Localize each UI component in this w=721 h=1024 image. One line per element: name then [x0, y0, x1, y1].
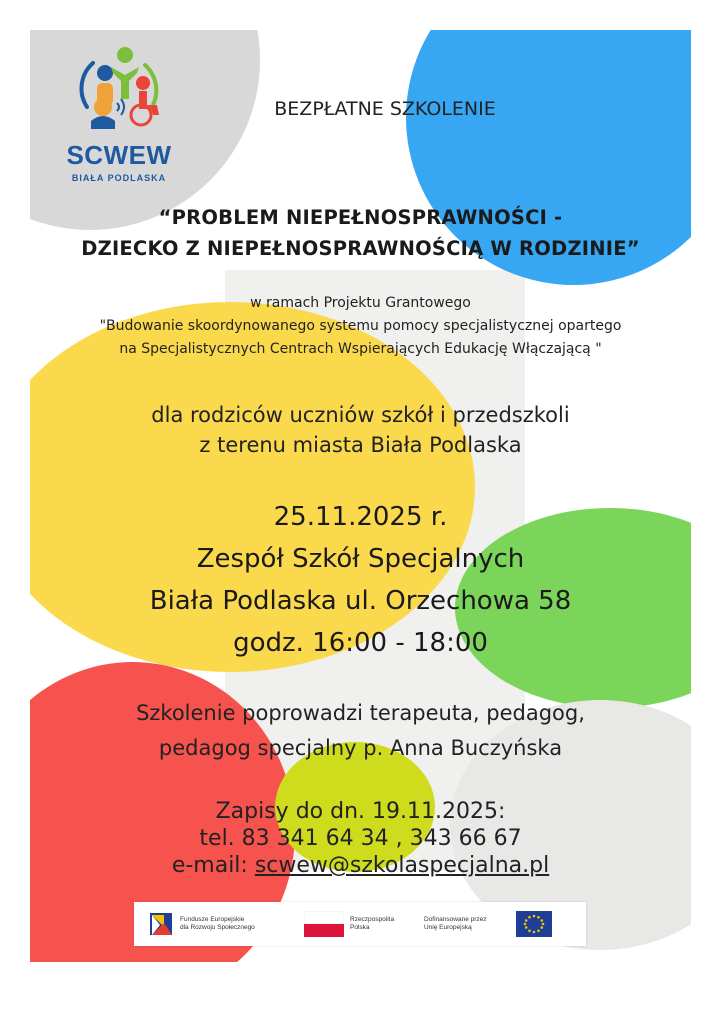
audience-line-2: z terenu miasta Biała Podlaska — [199, 433, 522, 457]
audience-line-1: dla rodziców uczniów szkół i przedszkoli — [151, 403, 570, 427]
event-address: Biała Podlaska ul. Orzechowa 58 — [149, 586, 572, 616]
european-funds-icon — [148, 909, 174, 939]
signup-info — [30, 798, 691, 879]
logo-subtitle: BIAŁA PODLASKA — [71, 173, 167, 183]
trainer-line-1: Szkolenie poprowadzi terapeuta, pedagog, — [136, 701, 585, 725]
project-info — [30, 292, 691, 361]
fe-label — [180, 916, 255, 932]
poster — [30, 30, 691, 962]
people-icon — [73, 45, 165, 135]
eu-logo — [424, 902, 584, 946]
event-date: 25.11.2025 r. — [273, 502, 448, 532]
eu-flag-icon — [516, 911, 552, 937]
training-title — [30, 202, 691, 264]
title-line-2: DZIECKO Z NIEPEŁNOSPRAWNOŚCIĄ W RODZINIE” — [81, 237, 640, 260]
pl-label-line-1: Rzeczpospolita — [350, 916, 395, 923]
fe-label-line-2: dla Rozwoju Społecznego — [180, 924, 255, 931]
audience-info — [30, 400, 691, 460]
pl-logo — [304, 902, 414, 946]
title-line-1: “PROBLEM NIEPEŁNOSPRAWNOŚCI - — [158, 206, 563, 229]
signup-email-line — [30, 852, 691, 879]
fe-label-line-1: Fundusze Europejskie — [180, 916, 245, 923]
event-venue: Zespół Szkół Specjalnych — [196, 544, 525, 574]
funding-logos-bar — [134, 902, 586, 946]
event-time: godz. 16:00 - 18:00 — [233, 628, 488, 658]
pl-label — [350, 916, 394, 932]
email-link[interactable]: scwew@szkolaspecjalna.pl — [254, 853, 550, 878]
eu-label-line-1: Dofinansowane przez — [424, 916, 487, 923]
scwew-logo — [65, 45, 185, 183]
eu-label-line-2: Unię Europejską — [424, 924, 472, 931]
trainer-info — [30, 696, 691, 766]
signup-deadline: Zapisy do dn. 19.11.2025: — [215, 799, 506, 824]
signup-phone: tel. 83 341 64 34 , 343 66 67 — [199, 826, 522, 851]
event-details — [30, 496, 691, 664]
project-line-3: na Specjalistycznych Centrach Wspierających Edukację Włączającą " — [119, 341, 602, 357]
trainer-line-2: pedagog specjalny p. Anna Buczyńska — [158, 736, 563, 760]
eu-label — [424, 916, 487, 932]
fe-logo — [148, 902, 298, 946]
polish-flag-icon — [304, 911, 344, 937]
project-line-1: w ramach Projektu Grantowego — [250, 295, 471, 311]
email-prefix: e-mail: — [171, 853, 255, 878]
pl-label-line-2: Polska — [350, 924, 370, 931]
intro-text: BEZPŁATNE SZKOLENIE — [274, 98, 496, 120]
project-line-2: "Budowanie skoordynowanego systemu pomocy specjalistycznej opartego — [99, 318, 622, 334]
logo-name: SCWEW — [66, 140, 172, 170]
